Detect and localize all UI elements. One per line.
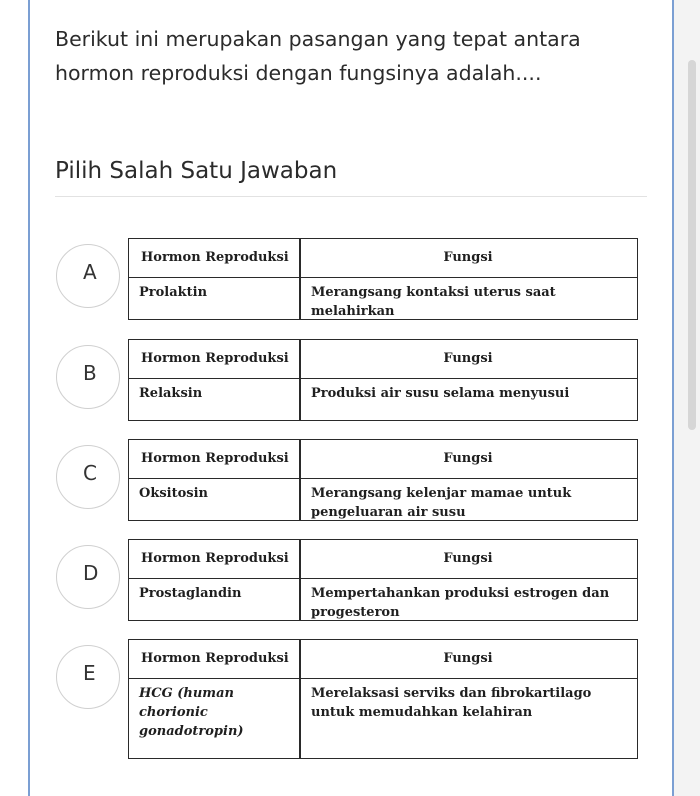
answer-prompt: Pilih Salah Satu Jawaban xyxy=(55,158,338,184)
header-function: Fungsi xyxy=(443,351,493,366)
option-letter: D xyxy=(83,561,99,585)
cell-hormone: Prostaglandin xyxy=(139,586,242,601)
option-letter: E xyxy=(83,661,96,685)
cell-hormone: HCG (human chorionic gonadotropin) xyxy=(139,686,244,739)
option-table[interactable] xyxy=(128,639,638,759)
cell-function: Mempertahankan produksi estrogen dan progesteron xyxy=(311,586,610,620)
option-radio[interactable] xyxy=(56,345,120,409)
header-hormone: Hormon Reproduksi xyxy=(141,351,289,366)
header-hormone: Hormon Reproduksi xyxy=(141,651,289,666)
option-radio[interactable] xyxy=(56,445,120,509)
option-letter: C xyxy=(83,461,97,485)
cell-hormone: Prolaktin xyxy=(139,285,208,300)
left-frame-border xyxy=(0,0,30,796)
option-radio[interactable] xyxy=(56,545,120,609)
header-hormone: Hormon Reproduksi xyxy=(141,250,289,265)
header-hormone: Hormon Reproduksi xyxy=(141,551,289,566)
cell-function: Produksi air susu selama menyusui xyxy=(311,386,570,401)
option-table[interactable] xyxy=(128,439,638,521)
option-radio[interactable] xyxy=(56,244,120,308)
header-function: Fungsi xyxy=(443,551,493,566)
option-letter: B xyxy=(83,361,97,385)
option-e[interactable] xyxy=(50,639,640,763)
option-table[interactable] xyxy=(128,238,638,320)
header-function: Fungsi xyxy=(443,651,493,666)
option-table[interactable] xyxy=(128,539,638,621)
option-b[interactable] xyxy=(50,339,640,425)
cell-function: Merangsang kelenjar mamae untuk pengeluaran air susu xyxy=(311,486,572,520)
question-text: Berikut ini merupakan pasangan yang tepat antara hormon reproduksi dengan fungsinya adalah.... xyxy=(55,27,581,85)
divider xyxy=(55,196,647,197)
header-hormone: Hormon Reproduksi xyxy=(141,451,289,466)
option-radio[interactable] xyxy=(56,645,120,709)
cell-hormone: Oksitosin xyxy=(139,486,208,501)
option-d[interactable] xyxy=(50,539,640,625)
scrollbar-thumb[interactable] xyxy=(688,60,696,430)
cell-function: Merelaksasi serviks dan fibrokartilago untuk memudahkan kelahiran xyxy=(311,686,592,720)
cell-function: Merangsang kontaksi uterus saat melahirkan xyxy=(311,285,556,319)
option-a[interactable] xyxy=(50,238,640,324)
option-letter: A xyxy=(83,260,97,284)
header-function: Fungsi xyxy=(443,451,493,466)
cell-hormone: Relaksin xyxy=(139,386,203,401)
header-function: Fungsi xyxy=(443,250,493,265)
option-c[interactable] xyxy=(50,439,640,525)
option-table[interactable] xyxy=(128,339,638,421)
